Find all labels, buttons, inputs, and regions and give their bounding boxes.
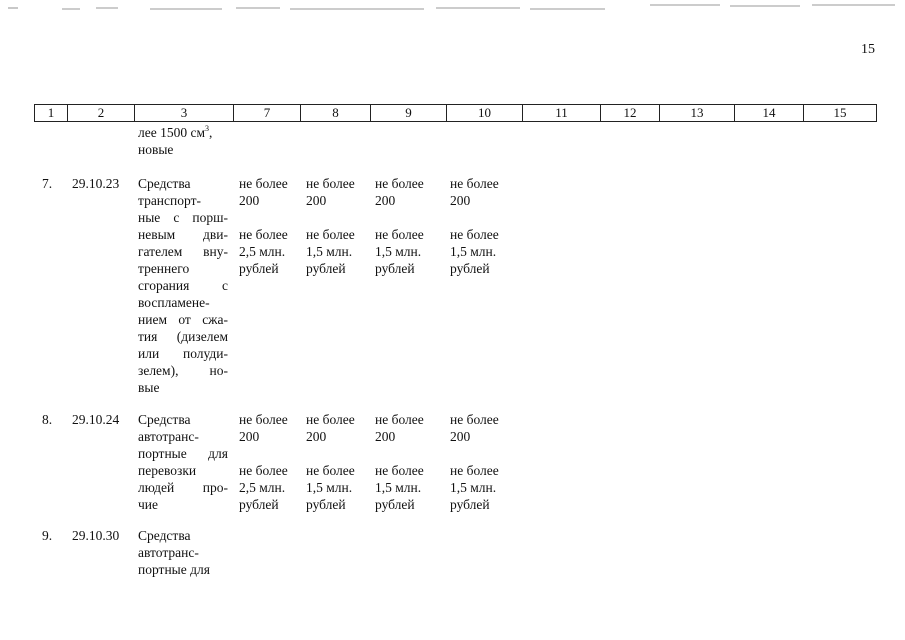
- description-line: сгорания с: [138, 278, 228, 293]
- price-limit-col9: не более 1,5 млн. рублей: [375, 227, 424, 276]
- okpd-code: 29.10.23: [72, 176, 120, 191]
- header-cell: 8: [301, 105, 371, 121]
- power-limit-col8: не более 200: [306, 412, 355, 444]
- description-line: воспламене-: [138, 295, 210, 310]
- description-line: портные для: [138, 562, 210, 577]
- header-cell: 1: [35, 105, 68, 121]
- header-cell: 9: [371, 105, 447, 121]
- continuation-line-2: новые: [138, 142, 174, 157]
- header-cell: 10: [447, 105, 523, 121]
- power-limit-col9: не более 200: [375, 176, 424, 208]
- row-number: 9.: [42, 528, 53, 543]
- description-line: невым дви-: [138, 227, 228, 242]
- description-line: автотранс-: [138, 545, 199, 560]
- power-limit-col10: не более 200: [450, 176, 499, 208]
- description-line: автотранс-: [138, 429, 199, 444]
- description-line: треннего: [138, 261, 190, 276]
- description-line: портные для: [138, 446, 228, 461]
- power-limit-col9: не более 200: [375, 412, 424, 444]
- header-cell: 7: [234, 105, 301, 121]
- continuation-line-1: лее 1500 $см^3$,: [138, 124, 213, 140]
- price-limit-col8: не более 1,5 млн. рублей: [306, 227, 355, 276]
- description-line: перевозки: [138, 463, 197, 478]
- power-limit-col7: не более 200: [239, 412, 288, 444]
- price-limit-col8: не более 1,5 млн. рублей: [306, 463, 355, 512]
- header-cell: 14: [735, 105, 804, 121]
- description-line: чие: [138, 497, 159, 512]
- power-limit-col7: не более 200: [239, 176, 288, 208]
- power-limit-col10: не более 200: [450, 412, 499, 444]
- price-limit-col10: не более 1,5 млн. рублей: [450, 227, 499, 276]
- description-line: или полуди-: [138, 346, 228, 361]
- header-cell: 2: [68, 105, 135, 121]
- item-description: [138, 175, 228, 396]
- scan-noise: [0, 0, 905, 14]
- header-cell: 15: [804, 105, 877, 121]
- description-line: ные с порш-: [138, 210, 228, 225]
- header-cell: 12: [601, 105, 660, 121]
- item-description: [138, 527, 228, 578]
- price-limit-col10: не более 1,5 млн. рублей: [450, 463, 499, 512]
- header-cell: 3: [135, 105, 234, 121]
- description-line: Средства: [138, 412, 191, 427]
- price-limit-col9: не более 1,5 млн. рублей: [375, 463, 424, 512]
- okpd-code: 29.10.30: [72, 528, 120, 543]
- description-line: тия (дизелем: [138, 329, 228, 344]
- description-line: вые: [138, 380, 160, 395]
- price-limit-col7: не более 2,5 млн. рублей: [239, 227, 288, 276]
- description-line: гателем вну-: [138, 244, 228, 259]
- column-header-row: [34, 104, 877, 122]
- header-cell: 13: [660, 105, 735, 121]
- description-line: зелем), но-: [138, 363, 228, 378]
- item-description: [138, 411, 228, 513]
- row-number: 7.: [42, 176, 53, 191]
- description-line: людей про-: [138, 480, 228, 495]
- price-limit-col7: не более 2,5 млн. рублей: [239, 463, 288, 512]
- description-line: Средства: [138, 528, 191, 543]
- page-number: 15: [861, 42, 875, 57]
- header-cell: 11: [523, 105, 601, 121]
- description-line: Средства: [138, 176, 191, 191]
- okpd-code: 29.10.24: [72, 412, 120, 427]
- row-number: 8.: [42, 412, 53, 427]
- description-line: нием от сжа-: [138, 312, 228, 327]
- power-limit-col8: не более 200: [306, 176, 355, 208]
- description-line: транспорт-: [138, 193, 201, 208]
